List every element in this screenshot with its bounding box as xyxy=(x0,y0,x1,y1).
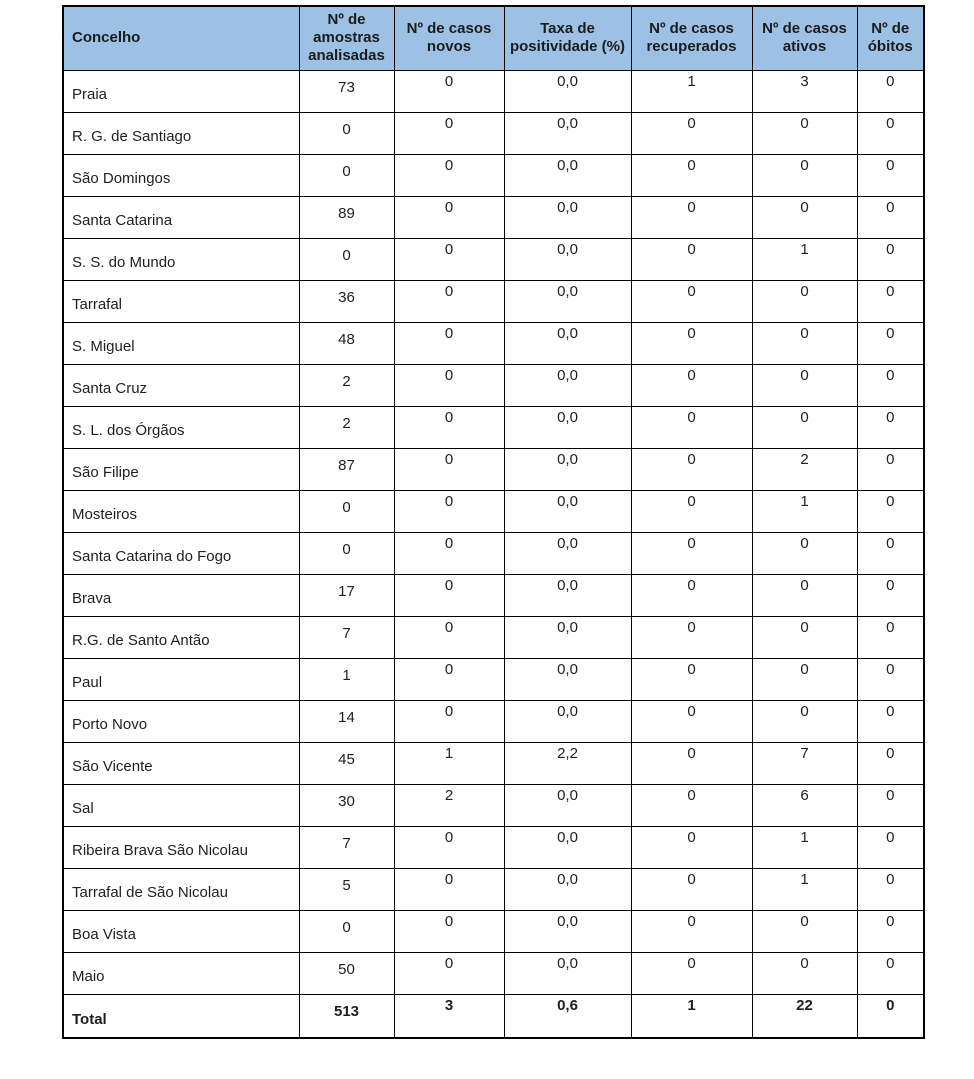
value-cell: 0,0 xyxy=(504,238,631,280)
value-cell: 48 xyxy=(299,322,394,364)
concelho-cell: Porto Novo xyxy=(63,700,299,742)
value-cell: 0 xyxy=(299,238,394,280)
value-cell: 0 xyxy=(752,406,857,448)
value-cell: 2 xyxy=(394,784,504,826)
value-cell: 0 xyxy=(857,238,924,280)
value-cell: 0 xyxy=(857,196,924,238)
value-cell: 0 xyxy=(857,910,924,952)
value-cell: 0 xyxy=(857,994,924,1038)
value-cell: 0 xyxy=(631,238,752,280)
value-cell: 0 xyxy=(752,574,857,616)
table-row xyxy=(63,868,924,910)
value-cell: 89 xyxy=(299,196,394,238)
table-row xyxy=(63,742,924,784)
value-cell: 0,0 xyxy=(504,322,631,364)
value-cell: 0 xyxy=(752,658,857,700)
value-cell: 0 xyxy=(752,532,857,574)
table-row xyxy=(63,910,924,952)
concelho-cell: São Filipe xyxy=(63,448,299,490)
column-header-taxa: Taxa de positividade (%) xyxy=(504,6,631,70)
value-cell: 73 xyxy=(299,70,394,112)
concelho-cell: Tarrafal de São Nicolau xyxy=(63,868,299,910)
value-cell: 0 xyxy=(394,280,504,322)
table-body xyxy=(63,70,924,1038)
value-cell: 0 xyxy=(752,364,857,406)
concelho-cell: Ribeira Brava São Nicolau xyxy=(63,826,299,868)
value-cell: 0 xyxy=(631,448,752,490)
value-cell: 0 xyxy=(394,532,504,574)
value-cell: 0,0 xyxy=(504,784,631,826)
concelho-cell: Brava xyxy=(63,574,299,616)
value-cell: 0 xyxy=(631,784,752,826)
value-cell: 0 xyxy=(394,196,504,238)
value-cell: 0,0 xyxy=(504,910,631,952)
concelho-cell: Sal xyxy=(63,784,299,826)
value-cell: 0 xyxy=(299,532,394,574)
value-cell: 0 xyxy=(394,616,504,658)
value-cell: 0 xyxy=(394,868,504,910)
value-cell: 0 xyxy=(394,910,504,952)
table-row xyxy=(63,448,924,490)
concelho-cell: Santa Catarina do Fogo xyxy=(63,532,299,574)
value-cell: 3 xyxy=(752,70,857,112)
table-row xyxy=(63,196,924,238)
table-row xyxy=(63,154,924,196)
value-cell: 5 xyxy=(299,868,394,910)
concelho-cell: Boa Vista xyxy=(63,910,299,952)
table-row xyxy=(63,700,924,742)
concelho-cell: São Vicente xyxy=(63,742,299,784)
value-cell: 0 xyxy=(857,826,924,868)
value-cell: 0 xyxy=(752,616,857,658)
value-cell: 0 xyxy=(394,322,504,364)
table-row xyxy=(63,280,924,322)
table-row xyxy=(63,532,924,574)
value-cell: 1 xyxy=(752,868,857,910)
value-cell: 0,0 xyxy=(504,616,631,658)
value-cell: 0 xyxy=(857,406,924,448)
value-cell: 1 xyxy=(752,238,857,280)
value-cell: 1 xyxy=(752,490,857,532)
value-cell: 0 xyxy=(752,910,857,952)
value-cell: 0,0 xyxy=(504,406,631,448)
value-cell: 513 xyxy=(299,994,394,1038)
value-cell: 0 xyxy=(394,112,504,154)
value-cell: 3 xyxy=(394,994,504,1038)
header-row xyxy=(63,6,924,70)
value-cell: 2 xyxy=(299,406,394,448)
value-cell: 0 xyxy=(752,112,857,154)
value-cell: 0,0 xyxy=(504,952,631,994)
value-cell: 0,6 xyxy=(504,994,631,1038)
table-row xyxy=(63,364,924,406)
value-cell: 36 xyxy=(299,280,394,322)
value-cell: 0 xyxy=(857,784,924,826)
value-cell: 0,0 xyxy=(504,112,631,154)
table-row xyxy=(63,70,924,112)
value-cell: 1 xyxy=(299,658,394,700)
value-cell: 0 xyxy=(394,952,504,994)
value-cell: 0 xyxy=(857,322,924,364)
concelho-cell: Santa Catarina xyxy=(63,196,299,238)
value-cell: 0,0 xyxy=(504,826,631,868)
value-cell: 0 xyxy=(752,322,857,364)
value-cell: 0 xyxy=(299,910,394,952)
value-cell: 0,0 xyxy=(504,154,631,196)
value-cell: 0 xyxy=(631,322,752,364)
concelho-cell: R.G. de Santo Antão xyxy=(63,616,299,658)
table-row xyxy=(63,238,924,280)
value-cell: 0 xyxy=(631,364,752,406)
value-cell: 7 xyxy=(299,826,394,868)
column-header-concelho: Concelho xyxy=(63,6,299,70)
value-cell: 0 xyxy=(631,952,752,994)
table-row xyxy=(63,658,924,700)
value-cell: 0 xyxy=(394,154,504,196)
value-cell: 0 xyxy=(631,154,752,196)
concelho-cell: R. G. de Santiago xyxy=(63,112,299,154)
value-cell: 22 xyxy=(752,994,857,1038)
value-cell: 0 xyxy=(857,952,924,994)
concelho-cell: S. Miguel xyxy=(63,322,299,364)
column-header-recuperados: Nº de casos recuperados xyxy=(631,6,752,70)
value-cell: 2,2 xyxy=(504,742,631,784)
value-cell: 0 xyxy=(394,658,504,700)
value-cell: 0 xyxy=(857,280,924,322)
value-cell: 0,0 xyxy=(504,868,631,910)
value-cell: 0,0 xyxy=(504,364,631,406)
value-cell: 0 xyxy=(857,700,924,742)
table-row xyxy=(63,784,924,826)
value-cell: 0 xyxy=(631,700,752,742)
column-header-amostras: Nº de amostras analisadas xyxy=(299,6,394,70)
concelho-cell: Maio xyxy=(63,952,299,994)
value-cell: 7 xyxy=(299,616,394,658)
value-cell: 0 xyxy=(631,112,752,154)
value-cell: 0 xyxy=(857,658,924,700)
value-cell: 0 xyxy=(631,616,752,658)
value-cell: 0,0 xyxy=(504,196,631,238)
value-cell: 0 xyxy=(631,742,752,784)
concelho-cell: S. L. dos Órgãos xyxy=(63,406,299,448)
table-row xyxy=(63,574,924,616)
table-row xyxy=(63,490,924,532)
table-row xyxy=(63,322,924,364)
value-cell: 87 xyxy=(299,448,394,490)
concelho-cell: Praia xyxy=(63,70,299,112)
value-cell: 0 xyxy=(752,154,857,196)
value-cell: 1 xyxy=(394,742,504,784)
column-header-obitos: Nº de óbitos xyxy=(857,6,924,70)
value-cell: 0 xyxy=(857,364,924,406)
value-cell: 0 xyxy=(857,112,924,154)
column-header-ativos: Nº de casos ativos xyxy=(752,6,857,70)
value-cell: 45 xyxy=(299,742,394,784)
value-cell: 0,0 xyxy=(504,532,631,574)
value-cell: 0 xyxy=(857,616,924,658)
table-row xyxy=(63,952,924,994)
concelho-cell: Santa Cruz xyxy=(63,364,299,406)
value-cell: 0 xyxy=(631,406,752,448)
value-cell: 0 xyxy=(299,154,394,196)
value-cell: 0 xyxy=(631,574,752,616)
value-cell: 0 xyxy=(631,868,752,910)
value-cell: 1 xyxy=(752,826,857,868)
value-cell: 0 xyxy=(857,154,924,196)
value-cell: 0 xyxy=(631,532,752,574)
value-cell: 0 xyxy=(857,448,924,490)
value-cell: 6 xyxy=(752,784,857,826)
value-cell: 17 xyxy=(299,574,394,616)
value-cell: 0 xyxy=(631,658,752,700)
concelho-cell: Tarrafal xyxy=(63,280,299,322)
value-cell: 0 xyxy=(394,406,504,448)
value-cell: 0 xyxy=(857,532,924,574)
value-cell: 14 xyxy=(299,700,394,742)
value-cell: 0 xyxy=(857,868,924,910)
value-cell: 0,0 xyxy=(504,658,631,700)
concelho-cell: Total xyxy=(63,994,299,1038)
value-cell: 0,0 xyxy=(504,574,631,616)
value-cell: 2 xyxy=(752,448,857,490)
value-cell: 0 xyxy=(631,490,752,532)
value-cell: 0,0 xyxy=(504,448,631,490)
value-cell: 0 xyxy=(631,910,752,952)
value-cell: 0 xyxy=(394,364,504,406)
covid-concelho-table xyxy=(62,5,925,1039)
value-cell: 30 xyxy=(299,784,394,826)
table-container xyxy=(62,5,925,1039)
value-cell: 0 xyxy=(857,490,924,532)
table-row xyxy=(63,826,924,868)
value-cell: 0 xyxy=(394,700,504,742)
value-cell: 0 xyxy=(299,112,394,154)
value-cell: 0 xyxy=(394,490,504,532)
value-cell: 0 xyxy=(394,574,504,616)
table-row xyxy=(63,406,924,448)
value-cell: 1 xyxy=(631,70,752,112)
value-cell: 0,0 xyxy=(504,280,631,322)
value-cell: 0 xyxy=(857,574,924,616)
concelho-cell: S. S. do Mundo xyxy=(63,238,299,280)
concelho-cell: Mosteiros xyxy=(63,490,299,532)
value-cell: 0,0 xyxy=(504,700,631,742)
value-cell: 0 xyxy=(631,280,752,322)
value-cell: 0,0 xyxy=(504,70,631,112)
value-cell: 2 xyxy=(299,364,394,406)
column-header-casos-novos: Nº de casos novos xyxy=(394,6,504,70)
value-cell: 0 xyxy=(752,196,857,238)
value-cell: 0 xyxy=(394,238,504,280)
value-cell: 0 xyxy=(857,742,924,784)
value-cell: 0 xyxy=(631,196,752,238)
total-row xyxy=(63,994,924,1038)
value-cell: 0 xyxy=(299,490,394,532)
table-row xyxy=(63,112,924,154)
value-cell: 0 xyxy=(394,70,504,112)
concelho-cell: Paul xyxy=(63,658,299,700)
value-cell: 0,0 xyxy=(504,490,631,532)
value-cell: 0 xyxy=(631,826,752,868)
value-cell: 0 xyxy=(752,952,857,994)
value-cell: 0 xyxy=(857,70,924,112)
value-cell: 0 xyxy=(394,826,504,868)
table-row xyxy=(63,616,924,658)
value-cell: 0 xyxy=(752,280,857,322)
value-cell: 50 xyxy=(299,952,394,994)
value-cell: 7 xyxy=(752,742,857,784)
value-cell: 0 xyxy=(394,448,504,490)
value-cell: 1 xyxy=(631,994,752,1038)
concelho-cell: São Domingos xyxy=(63,154,299,196)
value-cell: 0 xyxy=(752,700,857,742)
